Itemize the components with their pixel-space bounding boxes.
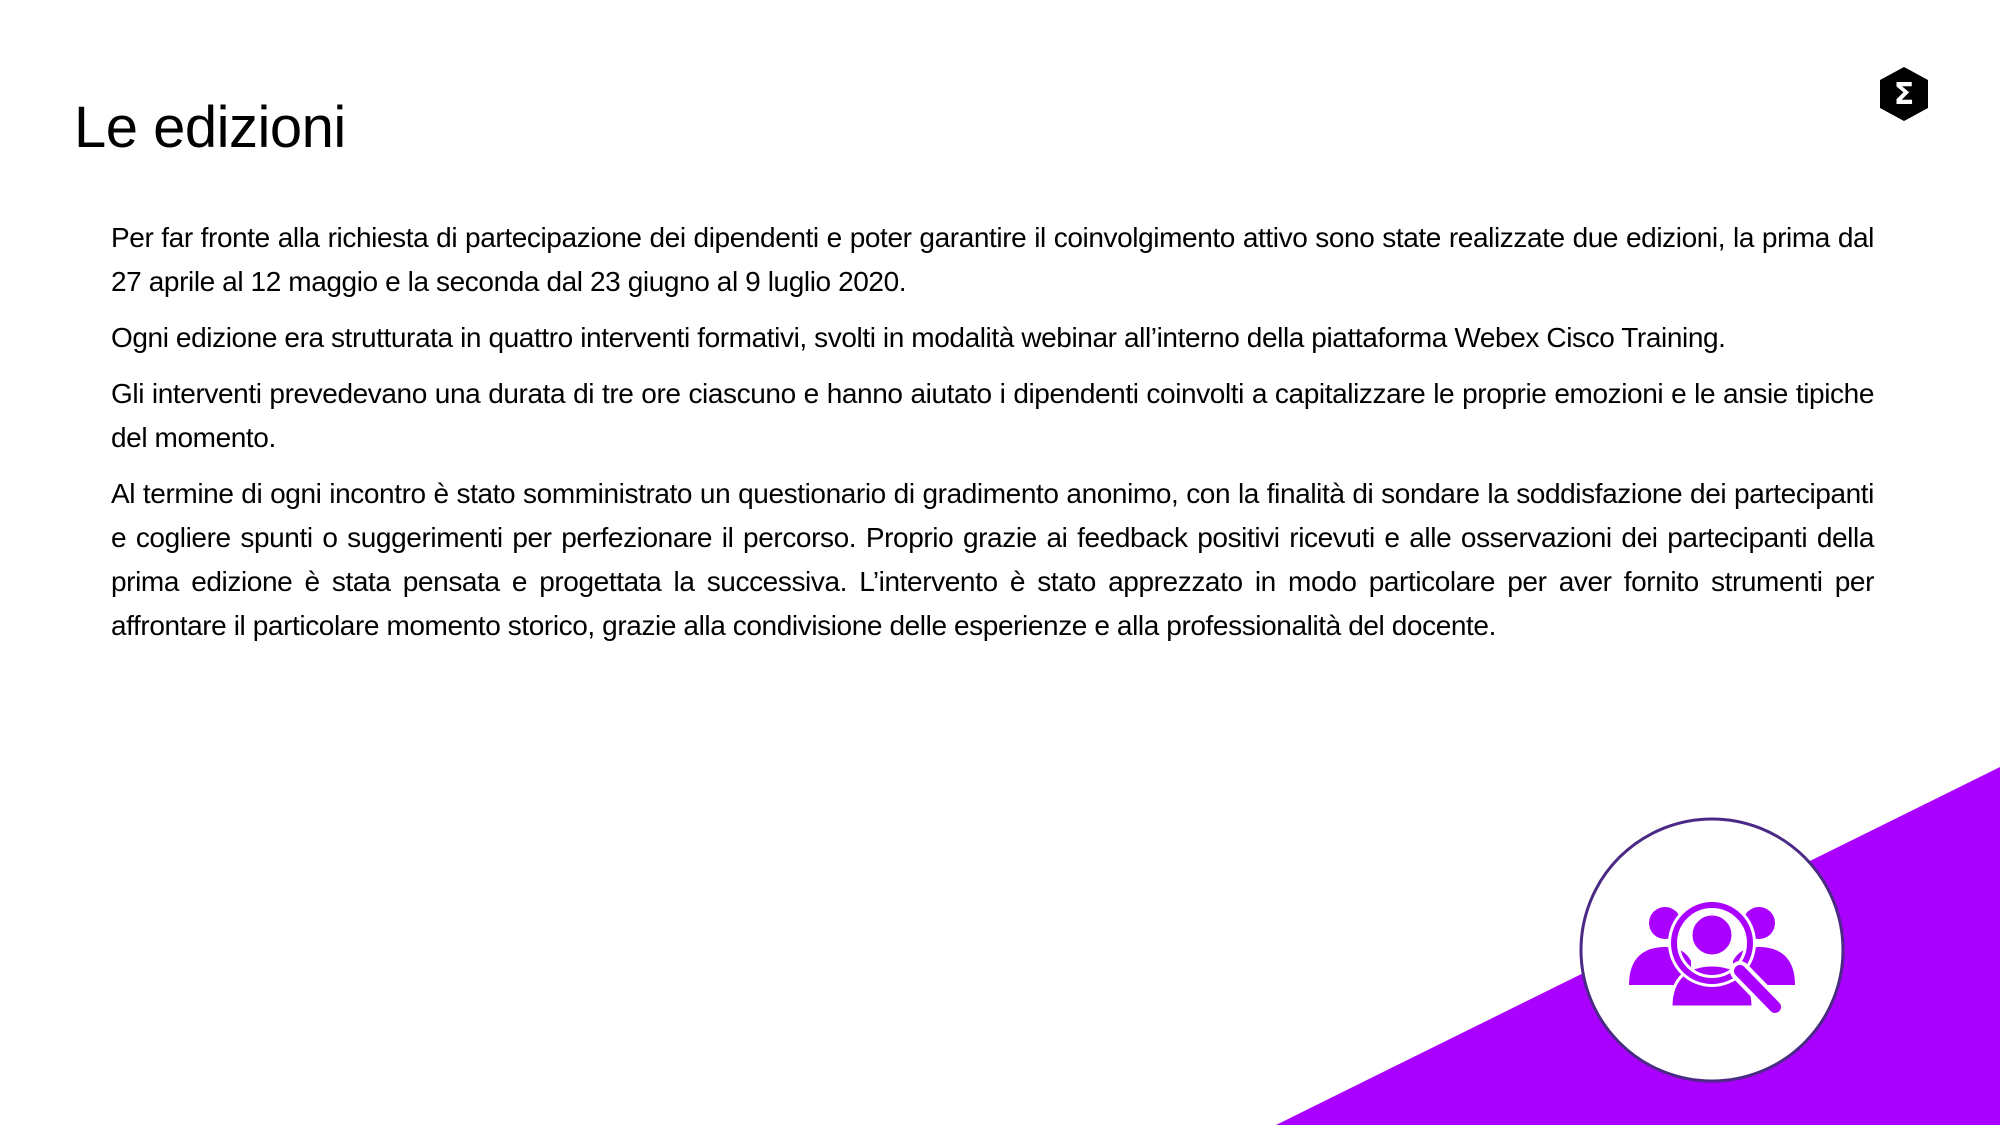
people-search-icon	[1625, 895, 1799, 1027]
paragraph-duration: Gli interventi prevedevano una durata di tre ore ciascuno e hanno aiutato i dipendenti coinvolti a capitalizzare le proprie emozioni e le ansie tipiche del momento.	[111, 378, 1874, 453]
paragraph-structure: Ogni edizione era strutturata in quattro interventi formativi, svolti in modalità webinar all’interno della piattaforma Webex Cisco Training.	[111, 322, 1726, 353]
paragraph-feedback: Al termine di ogni incontro è stato somministrato un questionario di gradimento anonimo, con la finalità di sondare la soddisfazione dei partecipanti e cogliere spunti o suggerimenti per perfezionare il percorso. Proprio grazie ai feedback positivi ricevuti e alle osservazioni dei partecipanti della prima edizione è stata pensata e progettata la successiva. L’intervento è stato apprezzato in modo particolare per aver fornito strumenti per affrontare il particolare momento storico, grazie alla condivisione delle esperienze e alla professionalità del docente.	[111, 478, 1874, 641]
paragraph-editions: Per far fronte alla richiesta di partecipazione dei dipendenti e poter garantire il coinvolgimento attivo sono state realizzate due edizioni, la prima dal 27 aprile al 12 maggio e la seconda dal 23 giugno al 9 luglio 2020.	[111, 222, 1874, 297]
svg-text:Σ: Σ	[1893, 77, 1915, 112]
slide-title: Le edizioni	[74, 95, 346, 160]
